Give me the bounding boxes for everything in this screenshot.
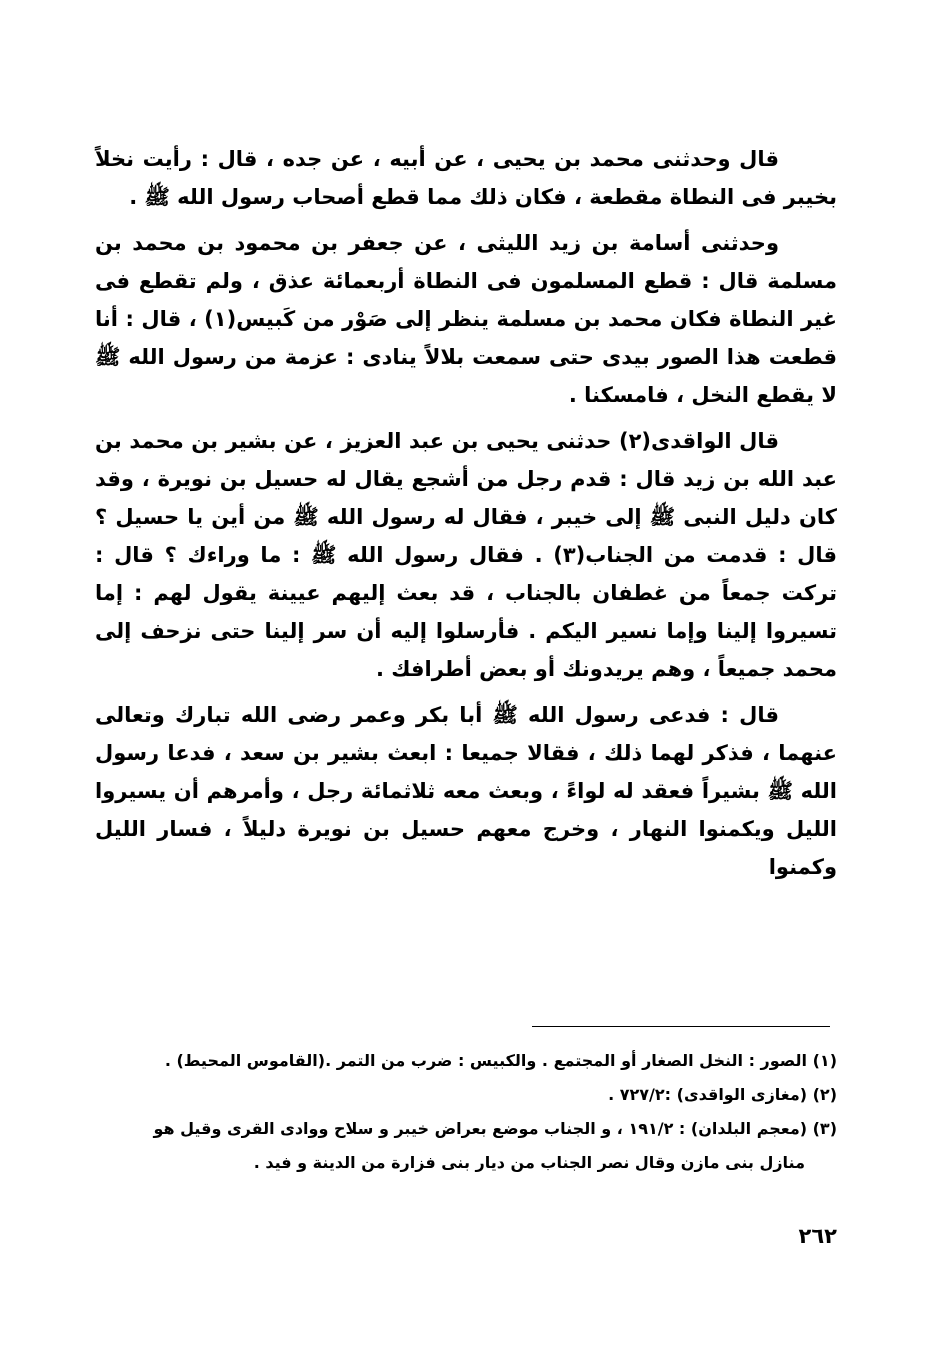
footnote-2: (٢) (مغازى الواقدى) :٧٢٧/٢ . (608, 1085, 837, 1104)
page-number: ٢٦٢ (798, 1224, 837, 1248)
footnote-separator (532, 1026, 830, 1027)
paragraph-2: وحدثنى أسامة بن زيد الليثى ، عن جعفر بن محمود بن محمد بن مسلمة قال : قطع المسلمون فى النطاة أربعمائة عذق ، ولم تقطع فى غير النطاة فكان محمد بن مسلمة ينظر إلى صَوْر من كَبيس(١) ، قال : أنا قطعت هذا الصور بيدى حتى سمعت بلالاً ينادى : عزمة من رسول الله ﷺ لا يقطع النخل ، فامسكنا . (95, 231, 837, 407)
footnote-1: (١) الصور : النخل الصغار أو المجتمع . والكبيس : ضرب من التمر .(القاموس المحيط) . (164, 1051, 837, 1070)
footnote-3: (٣) (معجم البلدان) : ١٩١/٢ ، و الجناب موضع بعراض خيبر و سلاح ووادى القرى وقيل هو (153, 1119, 837, 1138)
footnote-3-continued: منازل بنى مازن وقال نصر الجناب من ديار بنى فزارة من الدينة و فيد . (253, 1153, 805, 1172)
main-text (95, 140, 837, 894)
paragraph-3: قال الواقدى(٢) حدثنى يحيى بن عبد العزيز ، عن بشير بن محمد بن عبد الله بن زيد قال : قدم رجل من أشجع يقال له حسيل بن نويرة ، وقد كان دليل النبى ﷺ إلى خيبر ، فقال له رسول الله ﷺ من أين يا حسيل ؟ قال : قدمت من الجناب(٣) . فقال رسول الله ﷺ : ما وراءك ؟ قال : تركت جمعاً من غطفان بالجناب ، قد بعث إليهم عيينة يقول لهم : إما تسيروا إلينا وإما نسير اليكم . فأرسلوا إليه أن سر إلينا حتى نزحف إلى محمد جميعاً ، وهم يريدونك أو بعض أطرافك . (95, 429, 837, 681)
paragraph-1: قال وحدثنى محمد بن يحيى ، عن أبيه ، عن جده ، قال : رأيت نخلاً بخيبر فى النطاة مقطعة ، فكان ذلك مما قطع أصحاب رسول الله ﷺ . (95, 147, 837, 209)
paragraph-4: قال : فدعى رسول الله ﷺ أبا بكر وعمر رضى الله تبارك وتعالى عنهما ، فذكر لهما ذلك ، فقالا جميعا : ابعث بشير بن سعد ، فدعا رسول الله ﷺ بشيراً فعقد له لواءً ، وبعث معه ثلاثمائة رجل ، وأمرهم أن يسيروا الليل ويكمنوا النهار ، وخرج معهم حسيل بن نويرة دليلاً ، فسار الليل وكمنوا (95, 703, 837, 879)
footnotes (95, 1044, 837, 1180)
